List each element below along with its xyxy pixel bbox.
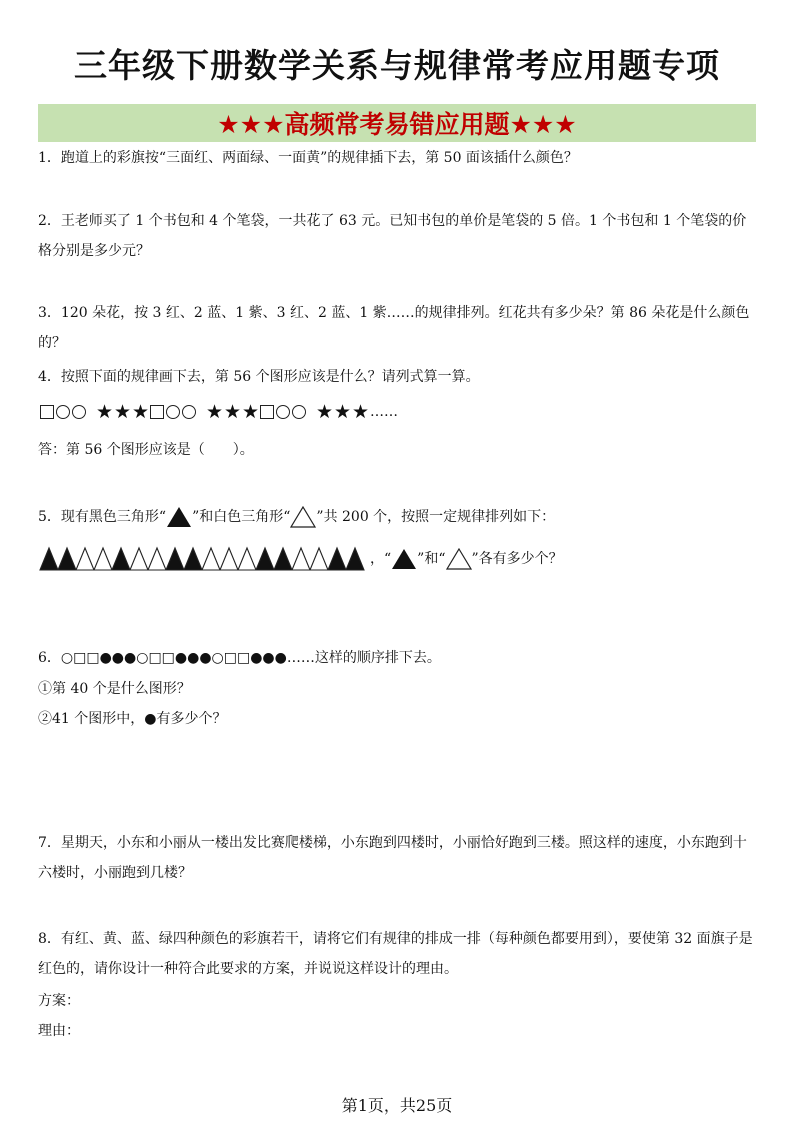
black-triangle-shape	[328, 548, 346, 570]
q5-ask-b: ”和“	[417, 551, 446, 567]
question-4: 4．按照下面的规律画下去，第 56 个图形应该是什么？请列式算一算。	[38, 369, 480, 385]
question-8: 8．有红、黄、蓝、绿四种颜色的彩旗若干，请将它们有规律的排成一排（每种颜色都要用到），要使第 32 面旗子是红色的，请你设计一种符合此要求的方案，并说说这样设计的理由。	[38, 931, 753, 977]
question-7: 7．星期天，小东和小丽从一楼出发比赛爬楼梯，小东跑到四楼时，小丽恰好跑到三楼。照这样的速度，小东跑到十六楼时，小丽跑到几楼？	[38, 835, 747, 881]
banner-text: ★★★高频常考易错应用题★★★	[217, 110, 577, 139]
black-triangle-shape	[346, 548, 364, 570]
white-triangle-shape	[202, 548, 220, 570]
star-shape: ★	[242, 401, 260, 423]
black-triangle-shape	[274, 548, 292, 570]
q5-triangle-sequence	[38, 546, 368, 572]
ellipsis: ……	[370, 404, 398, 420]
star-shape: ★	[132, 401, 150, 423]
question-4-answer: 答：第 56 个图形应该是（ ）。	[38, 442, 254, 458]
square-shape	[40, 405, 54, 419]
circle-shape	[292, 405, 306, 419]
white-triangle-shape	[292, 548, 310, 570]
q5-ask-c: ”各有多少个？	[471, 551, 563, 567]
black-triangle-shape	[112, 548, 130, 570]
black-triangle-shape	[184, 548, 202, 570]
q5-text-suffix: ”共 200 个，按照一定规律排列如下：	[316, 509, 556, 525]
black-triangle-icon	[391, 548, 417, 570]
q4-shape-sequence	[40, 400, 398, 424]
question-1: 1．跑道上的彩旗按“三面红、两面绿、一面黄”的规律插下去，第 50 面该插什么颜色？	[38, 150, 578, 166]
white-triangle-icon	[290, 506, 316, 528]
q5-text-prefix: 5．现有黑色三角形“	[38, 509, 167, 525]
question-2: 2．王老师买了 1 个书包和 4 个笔袋，一共花了 63 元。已知书包的单价是笔袋的 5 倍。1 个书包和 1 个笔袋的价格分别是多少元？	[38, 213, 747, 259]
black-triangle-shape	[40, 548, 58, 570]
question-6: 6．○□□●●●○□□●●●○□□●●●……这样的顺序排下去。	[38, 650, 441, 666]
white-triangle-shape	[238, 548, 256, 570]
q5-text-middle: ”和白色三角形“	[192, 509, 291, 525]
circle-shape	[276, 405, 290, 419]
star-shape: ★	[114, 401, 132, 423]
circle-shape	[72, 405, 86, 419]
white-triangle-shape	[130, 548, 148, 570]
question-5	[38, 502, 760, 532]
circle-shape	[56, 405, 70, 419]
star-shape: ★	[96, 401, 114, 423]
white-triangle-shape	[148, 548, 166, 570]
question-8-plan: 方案：	[38, 993, 80, 1009]
circle-shape	[166, 405, 180, 419]
white-triangle-shape	[76, 548, 94, 570]
question-8-reason: 理由：	[38, 1023, 80, 1039]
white-triangle-shape	[94, 548, 112, 570]
white-triangle-shape	[220, 548, 238, 570]
black-triangle-shape	[166, 548, 184, 570]
question-6-part-2: ②41 个图形中，●有多少个？	[38, 711, 227, 727]
q5-question	[370, 544, 563, 574]
star-shape: ★	[206, 401, 224, 423]
black-triangle-icon	[166, 506, 192, 528]
page-title: 三年级下册数学关系与规律常考应用题专项	[74, 46, 720, 85]
black-triangle-shape	[256, 548, 274, 570]
question-6-part-1: ①第 40 个是什么图形？	[38, 681, 191, 697]
star-shape: ★	[334, 401, 352, 423]
question-3: 3．120 朵花，按 3 红、2 蓝、1 紫、3 红、2 蓝、1 紫……的规律排列。红花共有多少朵？第 86 朵花是什么颜色的？	[38, 305, 750, 351]
white-triangle-icon	[446, 548, 472, 570]
q5-ask-a: ，“	[370, 551, 392, 567]
star-shape: ★	[352, 401, 370, 423]
star-shape: ★	[224, 401, 242, 423]
white-triangle-shape	[310, 548, 328, 570]
square-shape	[260, 405, 274, 419]
star-shape: ★	[316, 401, 334, 423]
circle-shape	[182, 405, 196, 419]
square-shape	[150, 405, 164, 419]
section-banner	[38, 104, 756, 142]
black-triangle-shape	[58, 548, 76, 570]
page-footer: 第1页，共25页	[341, 1096, 453, 1115]
